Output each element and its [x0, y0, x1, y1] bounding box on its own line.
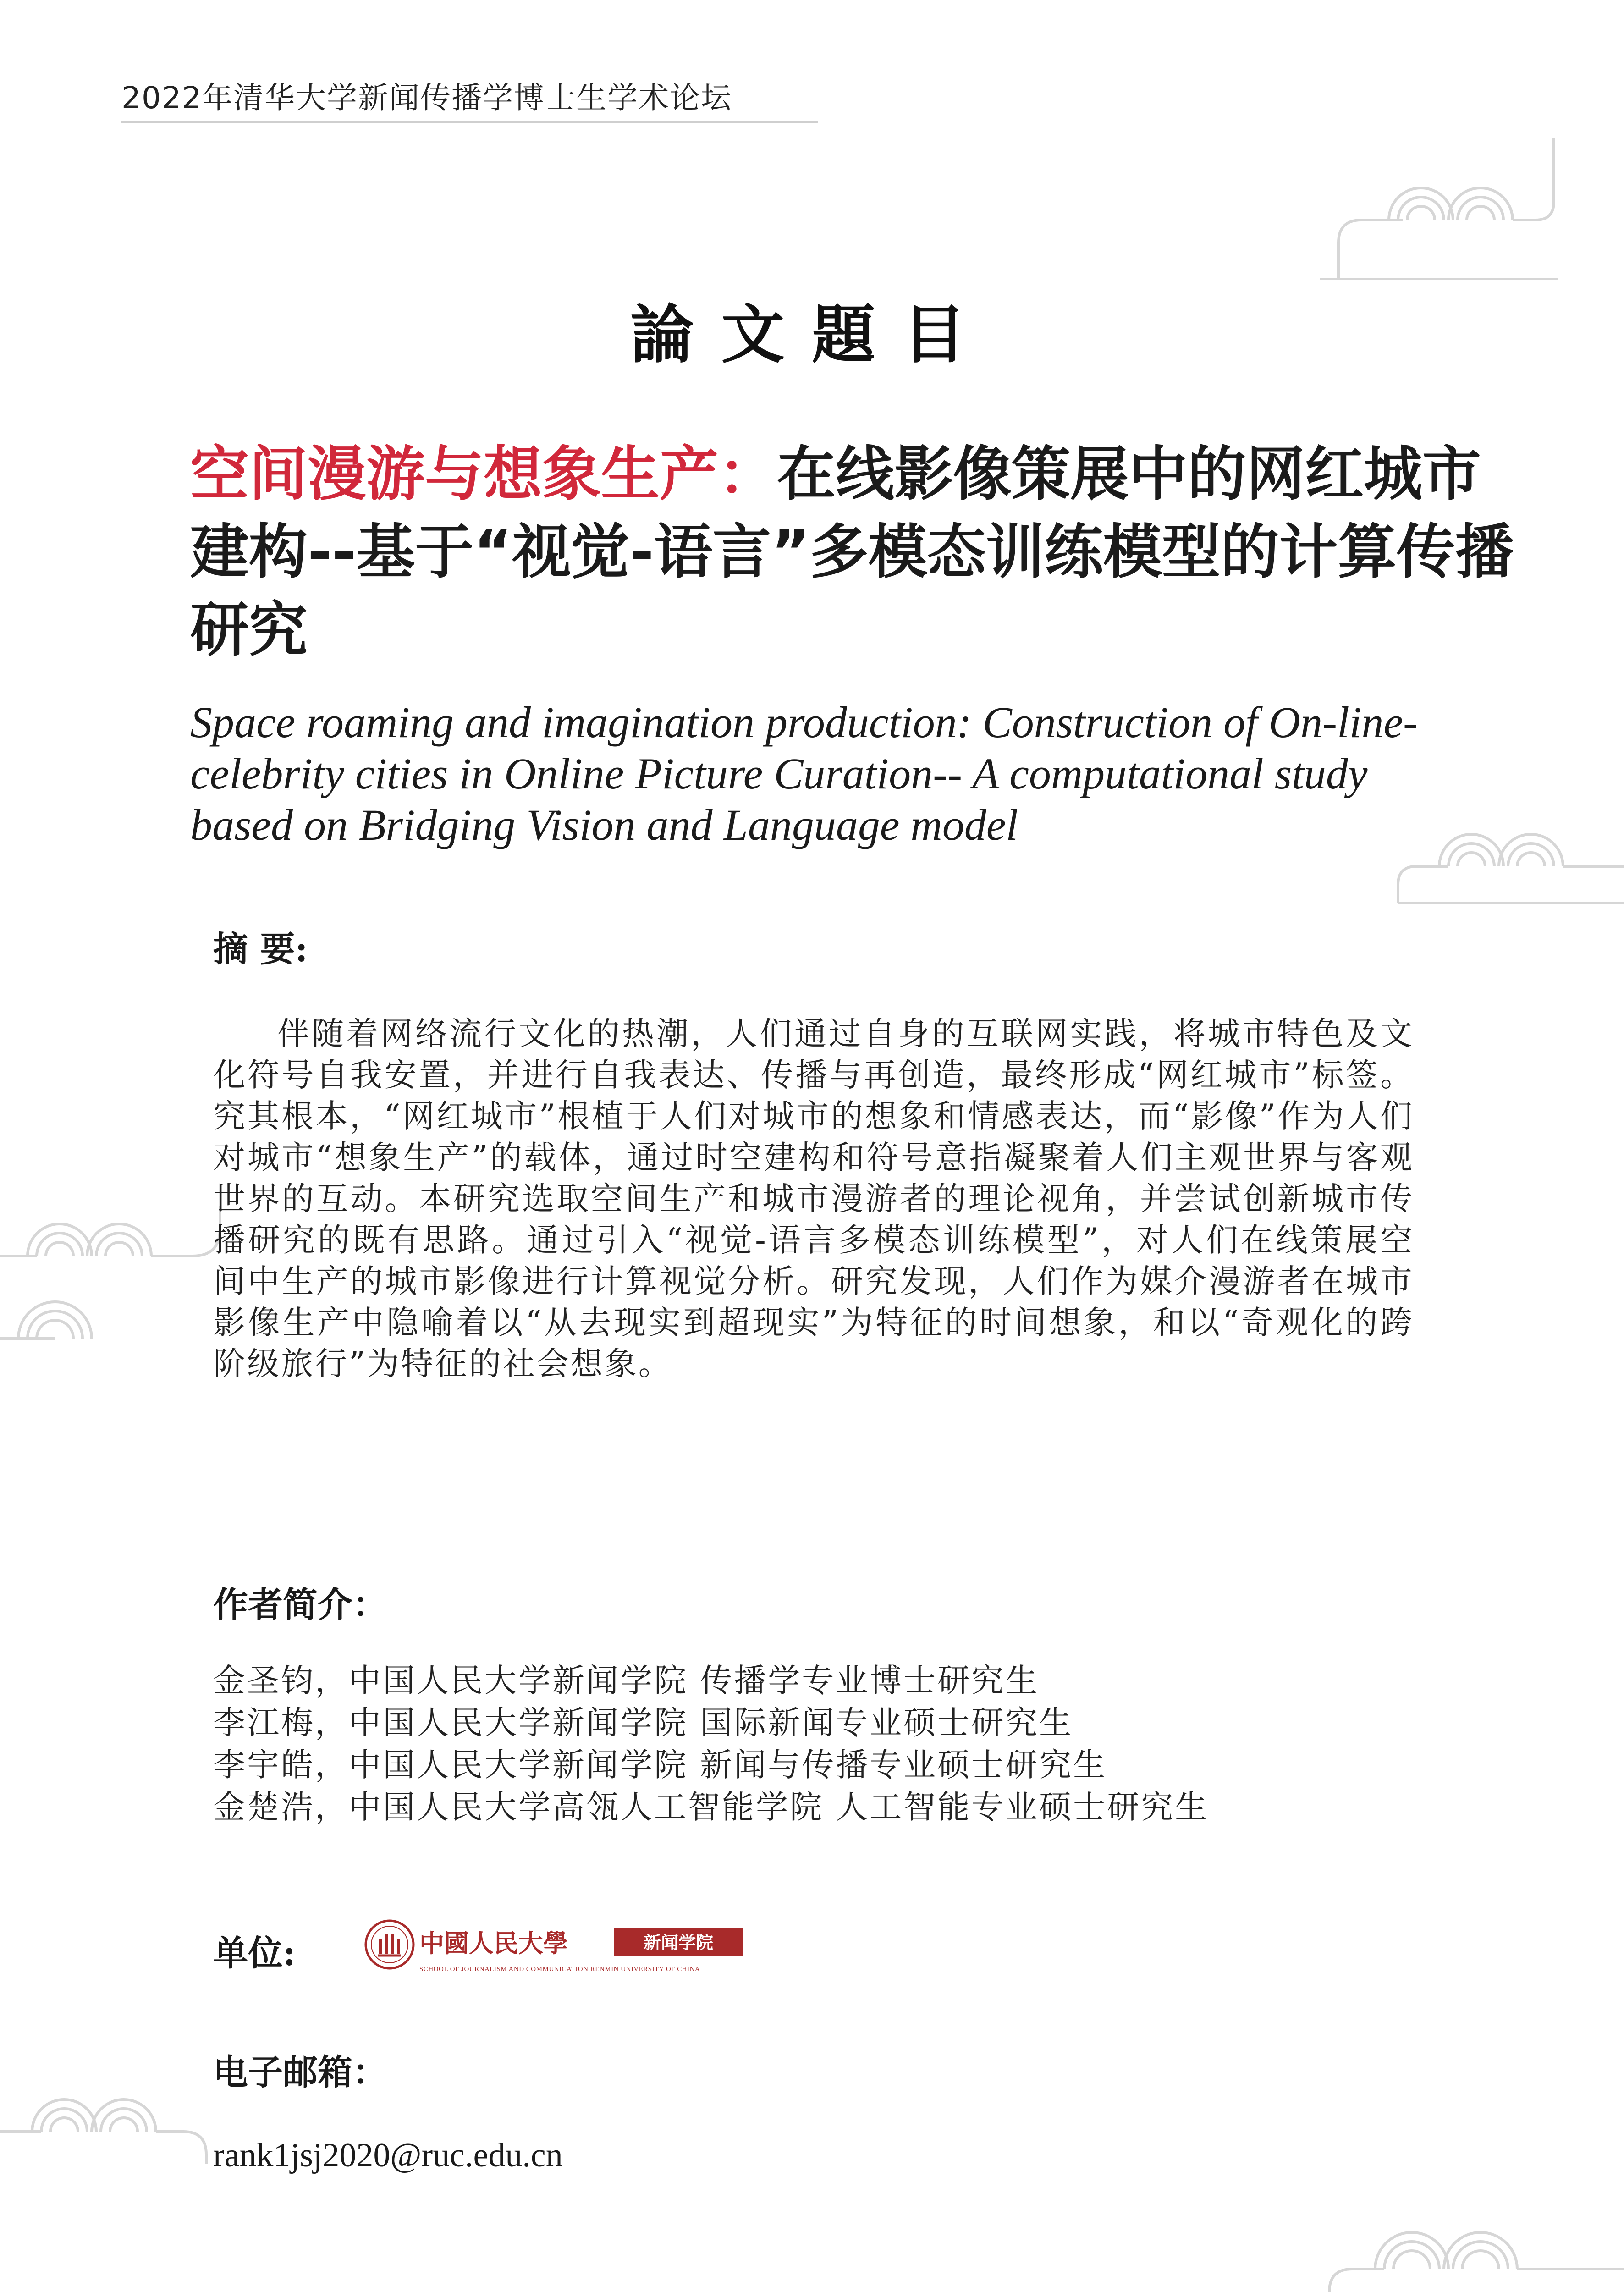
abstract-text: 伴随着网络流行文化的热潮，人们通过自身的互联网实践，将城市特色及文化符号自我安置，并进行自我表达、传播与再创造，最终形成“网红城市”标签。究其根本，“网红城市”根植于人们对城市的想象和情感表达，而“影像”作为人们对城市“想象生产”的载体，通过时空建构和符号意指凝聚着人们主观世界与客观世界的互动。本研究选取空间生产和城市漫游者的理论视角，并尝试创新城市传播研究的既有思路。通过引入“视觉-语言多模态训练模型”，对人们在线策展空间中生产的城市影像进行计算视觉分析。研究发现，人们作为媒介漫游者在城市影像生产中隐喻着以“从去现实到超现实”为特征的时间想象，和以“奇观化的跨阶级旅行”为特征的社会想象。	[213, 1015, 1414, 1383]
author-entry: 李江梅，中国人民大学新闻学院 国际新闻专业硕士研究生	[213, 1704, 1073, 1741]
paper-title-en: Space roaming and imagination production: Construction of On-line-celebrity cities in Online Picture Curation-- A computational study based on Bridging Vision and Language model	[190, 698, 1418, 849]
author-entry: 金楚浩，中国人民大学高瓴人工智能学院 人工智能专业硕士研究生	[213, 1788, 1209, 1826]
cloud-ornament-bottom-right-icon	[1311, 2200, 1624, 2292]
email-address[interactable]: rank1jsj2020@ruc.edu.cn	[213, 2137, 563, 2174]
logo-university-name: 中國人民大學	[419, 1928, 568, 1958]
logo-badge-text: 新闻学院	[643, 1933, 714, 1953]
paper-title-zh-highlight: 空间漫游与想象生产：	[190, 440, 777, 508]
paper-title-zh	[190, 435, 1519, 669]
header-divider	[121, 121, 818, 123]
author-entry: 金圣钧，中国人民大学新闻学院 传播学专业博士研究生	[213, 1662, 1040, 1699]
cloud-ornament-right-mid-icon	[1393, 756, 1624, 908]
forum-title: 2022年清华大学新闻传播学博士生学术论坛	[121, 80, 732, 116]
authors-label: 作者简介：	[213, 1584, 387, 1625]
ruc-journalism-logo	[360, 1916, 749, 1980]
authors-list	[213, 1659, 1451, 1828]
paper-title-zh-rest: 在线影像策展中的网红城市建构--基于“视觉-语言”多模态训练模型的计算传播研究	[190, 440, 1514, 664]
author-entry: 李宇皓，中国人民大学新闻学院 新闻与传播专业硕士研究生	[213, 1746, 1107, 1784]
cloud-ornament-top-right-icon	[1320, 128, 1558, 280]
email-label: 电子邮箱：	[213, 2052, 387, 2093]
ruc-seal-icon	[366, 1921, 413, 1968]
section-heading: 論文題目	[630, 297, 994, 372]
logo-subtitle: SCHOOL OF JOURNALISM AND COMMUNICATION RENMIN UNIVERSITY OF CHINA	[419, 1966, 700, 1973]
cloud-ornament-left-bottom-icon	[0, 2063, 211, 2164]
affiliation-label: 单位:	[213, 1933, 296, 1973]
abstract-label: 摘 要:	[213, 929, 308, 970]
cloud-ornament-left-mid-icon	[0, 1201, 229, 1352]
